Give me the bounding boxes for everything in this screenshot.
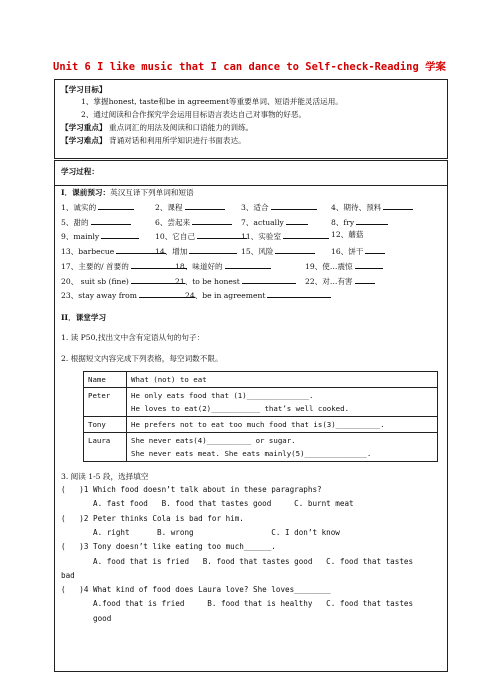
table-name-cell: Laura bbox=[84, 433, 127, 462]
answer-blank[interactable] bbox=[286, 216, 308, 225]
mc-line: good bbox=[61, 613, 112, 623]
vocab-item bbox=[175, 275, 296, 287]
table-line: What (not) to eat bbox=[131, 375, 207, 384]
vocab-item bbox=[241, 230, 329, 242]
vocab-item bbox=[61, 201, 134, 213]
vocab-label: 7、actually bbox=[241, 217, 284, 227]
vocab-label: 13、barbecue bbox=[61, 247, 115, 257]
process-box bbox=[54, 160, 448, 672]
vocab-label: 16、饼干 bbox=[331, 247, 364, 257]
table-line: He loves to eat(2)___________ that’s well cooked. bbox=[131, 404, 350, 413]
answer-blank[interactable] bbox=[275, 245, 315, 254]
vocab-label: 14、增加 bbox=[155, 247, 188, 257]
vocab-item bbox=[331, 230, 363, 240]
vocab-item bbox=[61, 230, 139, 242]
table-food-cell bbox=[127, 388, 438, 417]
difficult-points-text: 背诵对话和利用所学知识进行书面表达。 bbox=[108, 136, 246, 145]
section1-text: 英汉互译下列单词和短语 bbox=[110, 188, 194, 197]
vocab-item bbox=[331, 245, 385, 257]
vocab-item bbox=[305, 260, 383, 272]
mc-line: ( )4 What kind of food does Laura love? She loves________ bbox=[61, 585, 331, 595]
vocab-item bbox=[61, 216, 131, 228]
mc-line: A. fast food B. food that tastes good C. burnt meat bbox=[61, 499, 354, 509]
difficult-points-label: 【学习难点】 bbox=[61, 136, 107, 145]
table-row bbox=[84, 417, 438, 433]
objectives-box bbox=[54, 79, 448, 159]
vocab-item bbox=[155, 245, 237, 257]
vocab-label: 24、be in agreement bbox=[185, 291, 266, 301]
table-row bbox=[84, 433, 438, 462]
vocab-label: 21、to be honest bbox=[175, 276, 240, 286]
answer-blank[interactable] bbox=[383, 201, 413, 210]
table-food-cell bbox=[127, 372, 438, 388]
vocab-item bbox=[241, 216, 308, 228]
vocab-label: 5、甜的 bbox=[61, 217, 89, 227]
vocab-item bbox=[241, 201, 317, 213]
vocab-label: 11、实验室 bbox=[241, 232, 282, 242]
table-row bbox=[84, 388, 438, 417]
table-name-cell: Name bbox=[84, 372, 127, 388]
vocab-item bbox=[185, 289, 331, 301]
table-line: She never eats(4)__________ or sugar. bbox=[131, 436, 296, 445]
process-divider bbox=[55, 185, 447, 186]
answer-blank[interactable] bbox=[356, 216, 388, 225]
answer-blank[interactable] bbox=[365, 245, 385, 254]
vocab-label: 20、 suit sb (fine) bbox=[61, 276, 129, 286]
table-name-cell: Peter bbox=[84, 388, 127, 417]
answer-blank[interactable] bbox=[197, 230, 247, 239]
vocab-item bbox=[305, 275, 375, 287]
table-food-cell bbox=[127, 417, 438, 433]
section1-label: I．课前预习： bbox=[61, 188, 111, 197]
key-points-text: 重点词汇的用法及阅读和口语能力的训练。 bbox=[108, 123, 254, 132]
vocab-label: 15、风险 bbox=[241, 247, 274, 257]
answer-blank[interactable] bbox=[98, 201, 134, 210]
vocab-item bbox=[241, 245, 315, 257]
answer-blank[interactable] bbox=[192, 216, 232, 225]
table-line: He prefers not to eat too much food that is(3)__________. bbox=[131, 420, 385, 429]
page-title: Unit 6 I like music that I can dance to Self-check-Reading 学案 bbox=[53, 61, 446, 73]
question-2: 2. 根据短文内容完成下列表格，每空词数不限。 bbox=[61, 354, 223, 363]
mc-line: ( )2 Peter thinks Cola is bad for him. bbox=[61, 513, 244, 523]
vocab-label: 2、课程 bbox=[155, 203, 183, 212]
vocab-item bbox=[175, 260, 271, 272]
vocab-label: 4、期待、预料 bbox=[331, 203, 382, 212]
vocab-label: 12、蘑菇 bbox=[331, 230, 364, 240]
food-table bbox=[83, 371, 438, 462]
vocab-label: 18、味道好的 bbox=[175, 261, 223, 271]
vocab-item bbox=[61, 289, 195, 301]
table-line: She never eats meat. She eats mainly(5)______________. bbox=[131, 449, 372, 458]
vocab-label: 6、尝起来 bbox=[155, 217, 191, 227]
answer-blank[interactable] bbox=[267, 289, 331, 298]
mc-line: A.food that is fried B. food that is healthy C. food that tastes bbox=[61, 599, 414, 609]
mc-line: A. right B. wrong C. I don’t know bbox=[61, 527, 340, 537]
question-1: 1. 读 P50,找出文中含有定语从句的句子： bbox=[61, 333, 205, 342]
vocab-item bbox=[61, 245, 166, 257]
vocab-label: 10、它自己 bbox=[155, 232, 196, 242]
objectives-heading: 【学习目标】 bbox=[61, 85, 107, 94]
objective-2: 2、通过阅读和合作探究学会运用目标语言表达自己对事物的好恶。 bbox=[81, 110, 307, 119]
answer-blank[interactable] bbox=[271, 201, 317, 210]
answer-blank[interactable] bbox=[355, 260, 383, 269]
table-row bbox=[84, 372, 438, 388]
vocab-label: 22、对…有害 bbox=[305, 276, 353, 286]
vocab-label: 19、使…震惊 bbox=[305, 261, 353, 271]
section2-label: II．课堂学习 bbox=[61, 313, 107, 322]
table-name-cell: Tony bbox=[84, 417, 127, 433]
vocab-label: 9、mainly bbox=[61, 232, 100, 242]
key-points bbox=[61, 123, 253, 133]
answer-blank[interactable] bbox=[185, 201, 225, 210]
answer-blank[interactable] bbox=[189, 245, 237, 254]
vocab-item bbox=[155, 216, 232, 228]
question-3: 3. 阅读 1-5 段，选择填空 bbox=[61, 472, 149, 481]
mc-line: ( )1 Which food doesn’t talk about in these paragraphs? bbox=[61, 485, 322, 494]
vocab-label: 17、主要的/ 首要的 bbox=[61, 261, 129, 271]
vocab-item bbox=[155, 201, 225, 213]
vocab-label: 3、适合 bbox=[241, 203, 269, 212]
key-points-label: 【学习重点】 bbox=[61, 123, 107, 132]
vocab-item bbox=[331, 201, 413, 213]
vocab-item bbox=[331, 216, 388, 228]
vocab-item bbox=[61, 275, 185, 287]
answer-blank[interactable] bbox=[355, 275, 375, 284]
objective-1: 1、掌握honest, taste和be in agreement等重要单词、短语并能灵活运用。 bbox=[81, 97, 343, 106]
vocab-label: 1、诚实的 bbox=[61, 203, 97, 212]
answer-blank[interactable] bbox=[283, 230, 329, 239]
mc-line: ( )3 Tony doesn’t like eating too much______. bbox=[61, 542, 276, 552]
section1-line bbox=[61, 188, 194, 198]
table-food-cell bbox=[127, 433, 438, 462]
answer-blank[interactable] bbox=[101, 230, 139, 239]
answer-blank[interactable] bbox=[225, 260, 271, 269]
answer-blank[interactable] bbox=[91, 216, 131, 225]
mc-line: bad bbox=[61, 570, 75, 580]
difficult-points bbox=[61, 136, 246, 146]
vocab-item bbox=[61, 260, 187, 272]
vocab-label: 8、fry bbox=[331, 217, 355, 227]
process-heading: 学习过程： bbox=[61, 167, 99, 176]
answer-blank[interactable] bbox=[242, 275, 296, 284]
vocab-label: 23、stay away from bbox=[61, 291, 137, 301]
vocab-item bbox=[155, 230, 247, 242]
mc-line: A. food that is fried B. food that tastes good C. food that tastes bbox=[61, 556, 414, 566]
table-line: He only eats food that (1)______________. bbox=[131, 391, 314, 400]
